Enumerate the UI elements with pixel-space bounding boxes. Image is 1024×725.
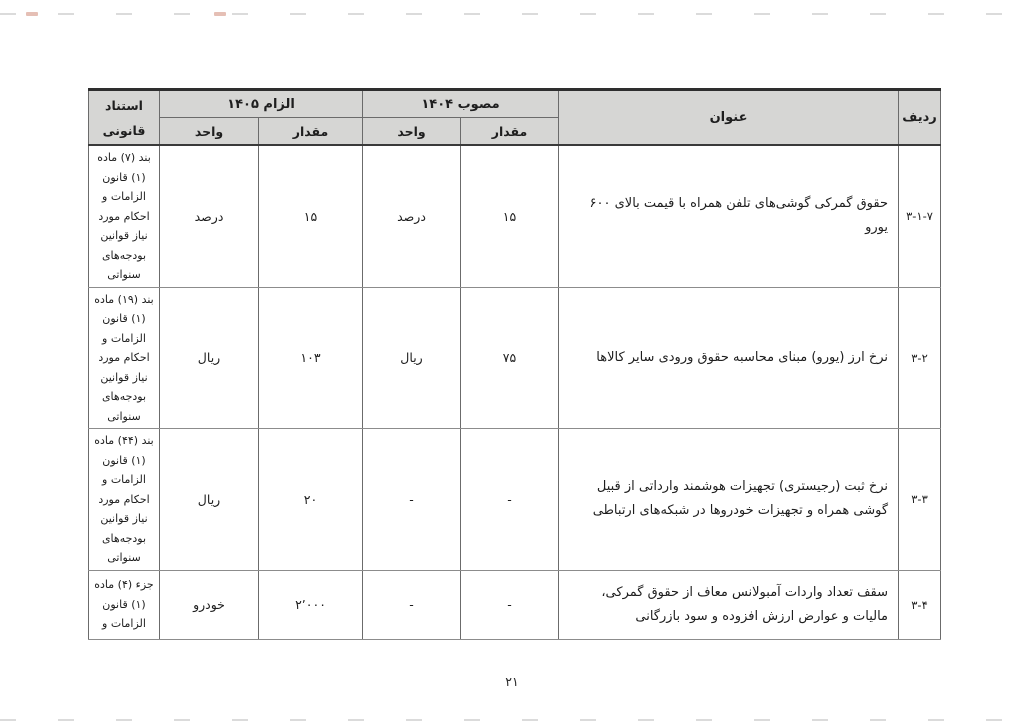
col-header-amount-1404: مقدار	[461, 118, 559, 146]
unit-1405-cell: درصد	[160, 145, 259, 287]
col-header-radif: ردیف	[899, 90, 941, 146]
legal-basis-cell: بند (۴۴) ماده (۱) قانون الزامات و احکام مورد نیاز قوانین بودجه‌های سنواتی	[89, 429, 160, 571]
row-number-cell: ۳-۴	[899, 570, 941, 639]
bottom-page-edge-artifact	[0, 719, 1024, 721]
legal-basis-cell: جزء (۴) ماده (۱) قانون الزامات و	[89, 570, 160, 639]
col-group-approved-1404: مصوب ۱۴۰۴	[363, 90, 559, 118]
table-header	[89, 90, 941, 146]
unit-1404-cell: -	[363, 429, 461, 571]
top-edge-mark	[26, 12, 38, 16]
col-header-unit-1404: واحد	[363, 118, 461, 146]
col-header-legal-basis: استناد قانونی	[89, 90, 160, 146]
col-group-required-1405: الزام ۱۴۰۵	[160, 90, 363, 118]
amount-1404-cell: ۱۵	[461, 145, 559, 287]
unit-1404-cell: ریال	[363, 287, 461, 429]
table-row	[89, 570, 941, 639]
amount-1404-cell: -	[461, 570, 559, 639]
unit-1404-cell: -	[363, 570, 461, 639]
legal-basis-cell: بند (۷) ماده (۱) قانون الزامات و احکام مورد نیاز قوانین بودجه‌های سنواتی	[89, 145, 160, 287]
title-cell: نرخ ارز (یورو) مبنای محاسبه حقوق ورودی سایر کالاها	[559, 287, 899, 429]
col-header-title: عنوان	[559, 90, 899, 146]
unit-1405-cell: ریال	[160, 287, 259, 429]
top-edge-mark	[214, 12, 226, 16]
top-page-edge-artifact	[0, 13, 1024, 15]
amount-1404-cell: ۷۵	[461, 287, 559, 429]
amount-1405-cell: ۱۵	[259, 145, 363, 287]
unit-1405-cell: خودرو	[160, 570, 259, 639]
title-cell: نرخ ثبت (رجیستری) تجهیزات هوشمند وارداتی از قبیل گوشی همراه و تجهیزات خودروها در شبکه‌های ارتباطی	[559, 429, 899, 571]
unit-1405-cell: ریال	[160, 429, 259, 571]
title-cell: حقوق گمرکی گوشی‌های تلفن همراه با قیمت بالای ۶۰۰ یورو	[559, 145, 899, 287]
title-cell: سقف تعداد واردات آمبولانس معاف از حقوق گمرکی، مالیات و عوارض ارزش افزوده و سود بازرگانی	[559, 570, 899, 639]
amount-1405-cell: ۱۰۳	[259, 287, 363, 429]
table-row	[89, 145, 941, 287]
unit-1404-cell: درصد	[363, 145, 461, 287]
budget-requirements-table	[88, 88, 941, 640]
budget-requirements-table-wrap	[88, 88, 940, 640]
col-header-unit-1405: واحد	[160, 118, 259, 146]
amount-1405-cell: ۲۰	[259, 429, 363, 571]
table-row	[89, 287, 941, 429]
table-row	[89, 429, 941, 571]
row-number-cell: ۳-۳	[899, 429, 941, 571]
legal-basis-cell: بند (۱۹) ماده (۱) قانون الزامات و احکام مورد نیاز قوانین بودجه‌های سنواتی	[89, 287, 160, 429]
row-number-cell: ۳-۲	[899, 287, 941, 429]
row-number-cell: ۳-۱-۷	[899, 145, 941, 287]
amount-1405-cell: ۲٬۰۰۰	[259, 570, 363, 639]
amount-1404-cell: -	[461, 429, 559, 571]
col-header-amount-1405: مقدار	[259, 118, 363, 146]
page-number: ۲۱	[505, 674, 519, 689]
